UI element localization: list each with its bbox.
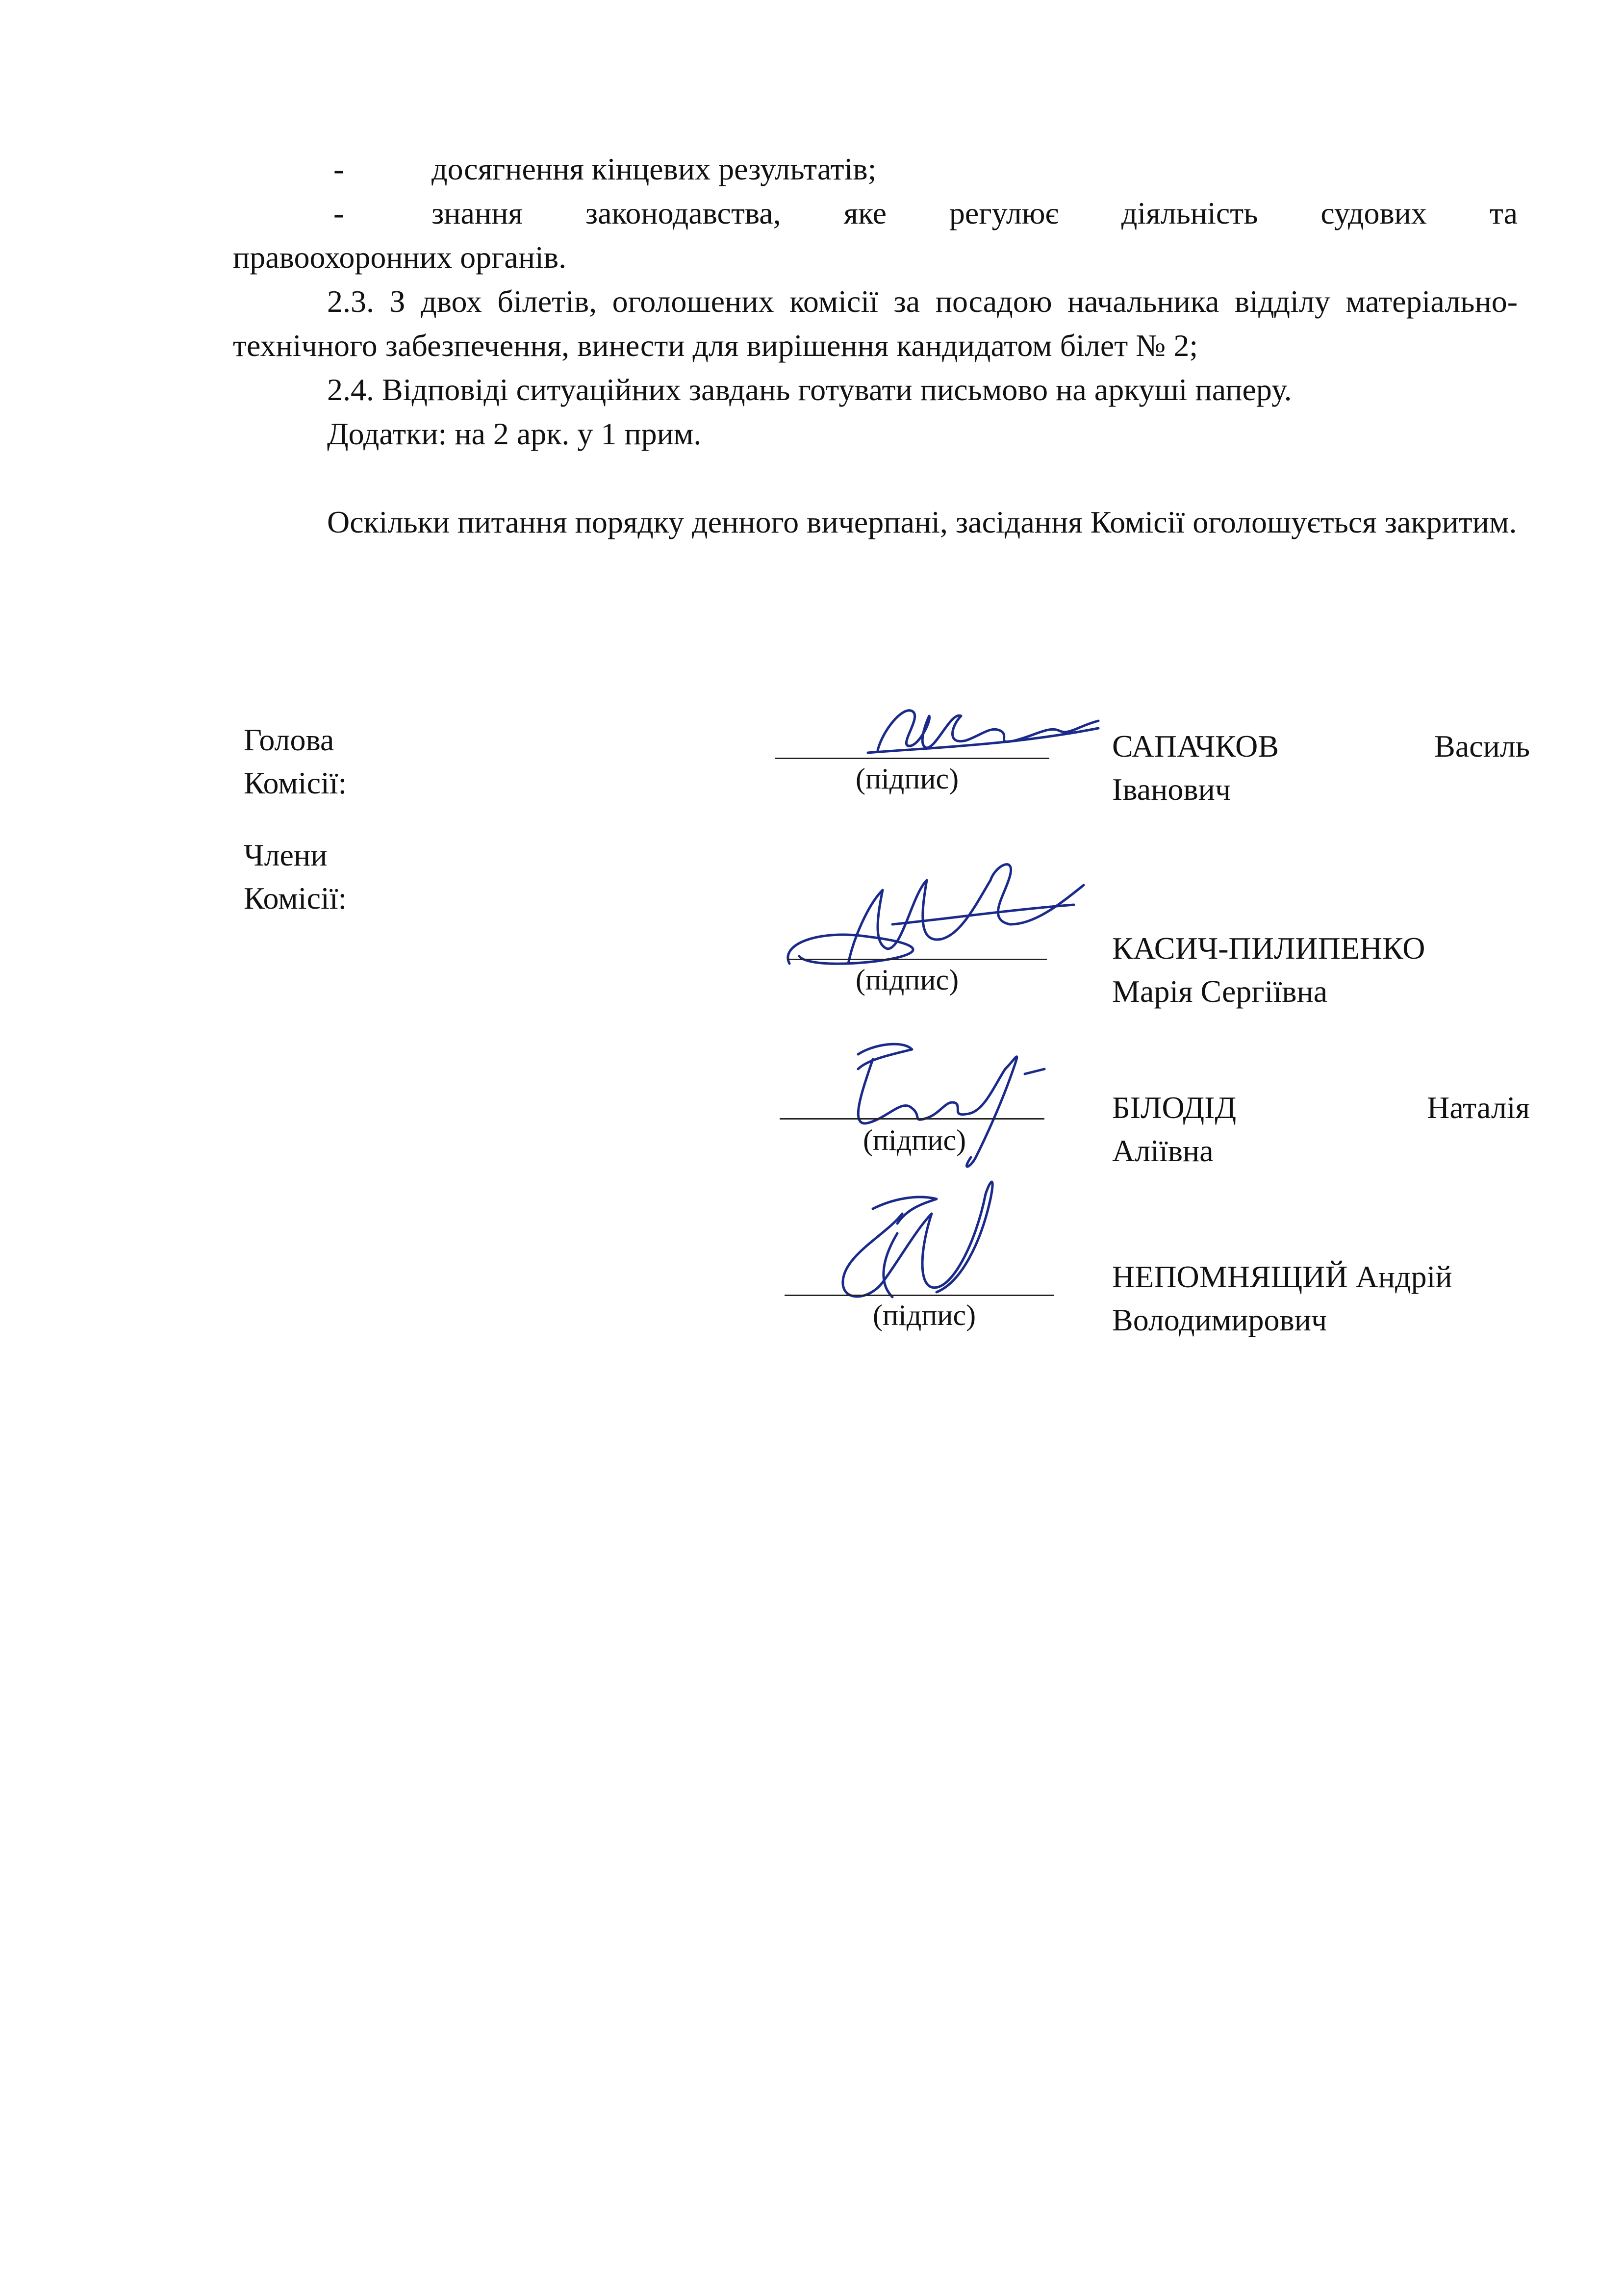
signer-name-line1: БІЛОДІД Наталія	[1112, 1090, 1530, 1125]
signer-name-line2: Марія Сергіївна	[1112, 974, 1328, 1009]
signer-name-kasych-pylypenko	[1112, 927, 1530, 1013]
list-item-legislation	[233, 191, 1518, 280]
signature-line-bilodid	[780, 1118, 1044, 1120]
signer-name-line1: НЕПОМНЯЩИЙ Андрій	[1112, 1259, 1452, 1294]
signer-name-nepomniashchyi	[1112, 1255, 1530, 1342]
signer-name-line2: Іванович	[1112, 772, 1231, 807]
chair-label	[244, 718, 347, 805]
signer-name-bilodid	[1112, 1086, 1530, 1172]
chair-label-line1: Голова	[244, 722, 334, 757]
signer-name-line2: Аліївна	[1112, 1133, 1214, 1168]
list-item-text-line1: знання законодавства, яке регулює діяльність судових та	[431, 196, 1518, 230]
signer-name-line2: Володимирович	[1112, 1302, 1327, 1337]
chair-label-line2: Комісії:	[244, 765, 347, 800]
members-label-line2: Комісії:	[244, 881, 347, 916]
list-item-results	[233, 147, 1518, 191]
signer-name-line1: САПАЧКОВ Василь	[1112, 729, 1530, 764]
signature-line-chair	[775, 758, 1049, 759]
signer-name-sapachkov	[1112, 725, 1530, 811]
list-item-text: досягнення кінцевих результатів;	[431, 152, 877, 186]
signer-name-line1: КАСИЧ-ПИЛИПЕНКО	[1112, 931, 1425, 966]
list-dash: -	[333, 152, 344, 186]
signature-line-kasych	[787, 959, 1047, 960]
document-body	[233, 147, 1518, 544]
signature-line-nepomniashchyi	[785, 1295, 1054, 1296]
signature-caption: (підпис)	[863, 1124, 966, 1156]
signature-caption: (підпис)	[873, 1299, 976, 1331]
closing-paragraph: Оскільки питання порядку денного вичерпані, засідання Комісії оголошується закритим.	[327, 505, 1517, 539]
list-dash: -	[333, 196, 344, 230]
attachments-note: Додатки: на 2 арк. у 1 прим.	[327, 416, 702, 451]
members-label	[244, 834, 347, 920]
paragraph-2-4: 2.4. Відповіді ситуаційних завдань готувати письмово на аркуші паперу.	[327, 372, 1292, 407]
paragraph-2-3: 2.3. З двох білетів, оголошених комісії за посадою начальника відділу матеріально-технічного забезпечення, винести для вирішення кандидатом білет № 2;	[233, 284, 1518, 363]
members-label-line1: Члени	[244, 838, 328, 872]
signature-caption: (підпис)	[856, 964, 959, 996]
signature-caption: (підпис)	[856, 763, 959, 795]
list-item-text-line2: правоохоронних органів.	[233, 240, 567, 275]
